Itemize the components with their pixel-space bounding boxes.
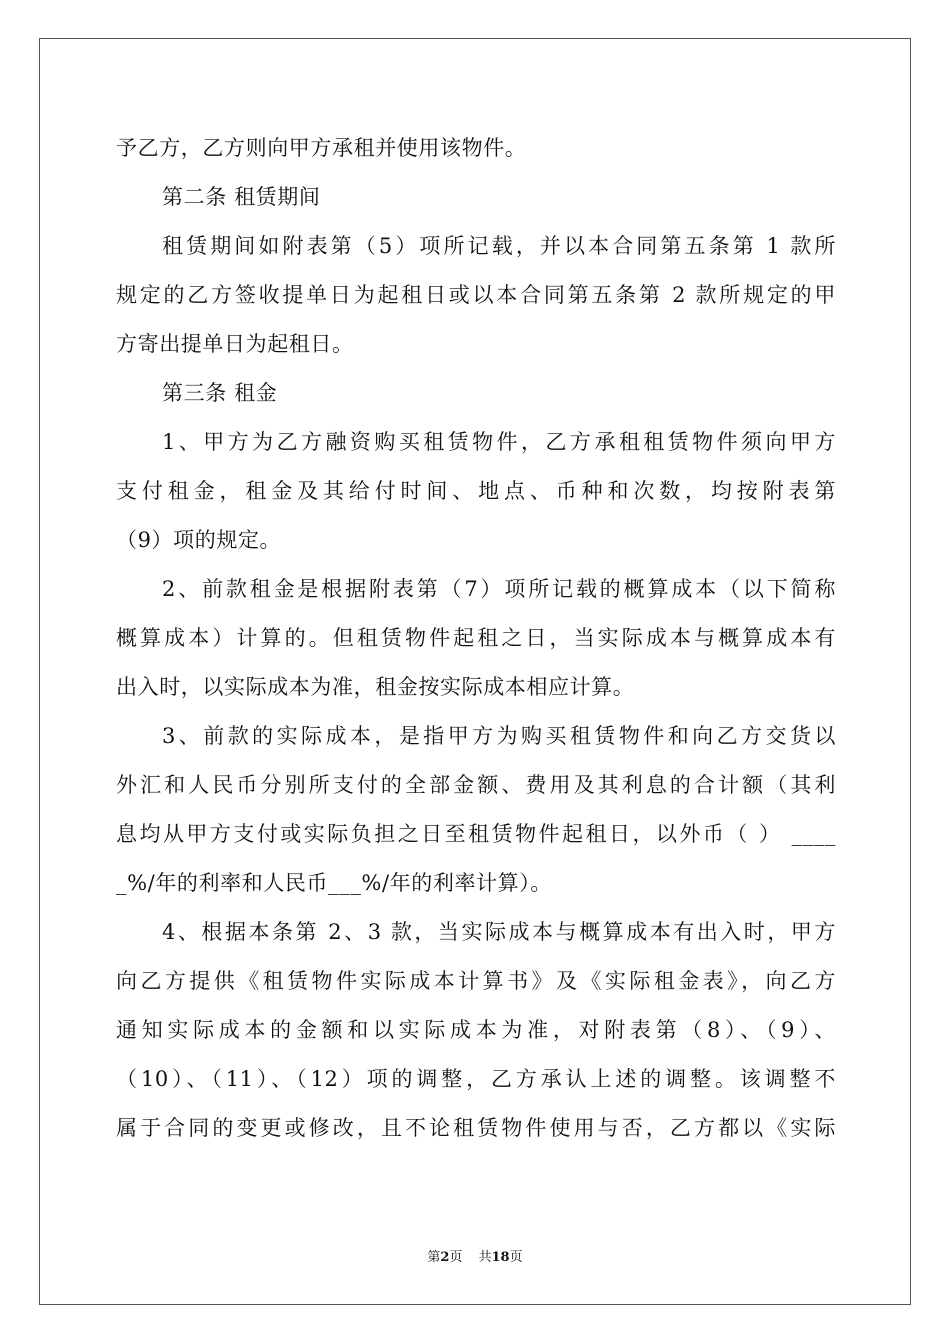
text-line-15: 息均从甲方支付或实际负担之日至租赁物件起租日，以外币（ ） ____ (116, 822, 836, 846)
text-line-5: 方寄出提单日为起租日。 (116, 332, 354, 356)
page-prefix: 第 (427, 1250, 441, 1265)
text-line-1: 予乙方，乙方则向甲方承租并使用该物件。 (116, 136, 527, 160)
text-line-14: 外汇和人民币分别所支付的全部金额、费用及其利息的合计额（其利 (116, 773, 836, 797)
total-prefix: 共 (478, 1250, 492, 1265)
text-line-20: （10）、（11）、（12）项的调整，乙方承认上述的调整。该调整不 (116, 1067, 836, 1091)
text-line-4: 规定的乙方签收提单日为起租日或以本合同第五条第 2 款所规定的甲 (116, 283, 836, 307)
document-body (116, 124, 836, 1153)
text-line-21: 属于合同的变更或修改，且不论租赁物件使用与否，乙方都以《实际 (116, 1116, 836, 1140)
text-line-12: 出入时，以实际成本为准，租金按实际成本相应计算。 (116, 675, 635, 699)
page-number: 2 (440, 1250, 450, 1265)
text-line-9: （9）项的规定。 (116, 528, 282, 552)
total-pages: 18 (491, 1250, 510, 1265)
text-line-11: 概算成本）计算的。但租赁物件起租之日，当实际成本与概算成本有 (116, 626, 836, 650)
text-line-3: 租赁期间如附表第（5）项所记载，并以本合同第五条第 1 款所 (162, 234, 836, 258)
text-line-16: _%/年的利率和人民币___%/年的利率计算）。 (116, 871, 552, 895)
text-line-17: 4、根据本条第 2、3 款，当实际成本与概算成本有出入时，甲方 (162, 920, 836, 944)
text-line-7: 1、甲方为乙方融资购买租赁物件，乙方承租租赁物件须向甲方 (162, 430, 836, 454)
text-line-13: 3、前款的实际成本，是指甲方为购买租赁物件和向乙方交货以 (162, 724, 836, 748)
text-line-8: 支付租金，租金及其给付时间、地点、币种和次数，均按附表第 (116, 479, 836, 503)
text-line-19: 通知实际成本的金额和以实际成本为准，对附表第（8）、（9）、 (116, 1018, 837, 1042)
text-line-10: 2、前款租金是根据附表第（7）项所记载的概算成本（以下简称 (162, 577, 836, 601)
text-line-6: 第三条 租金 (162, 381, 278, 405)
page-suffix: 页 (449, 1250, 463, 1265)
text-line-2: 第二条 租赁期间 (162, 185, 321, 209)
text-line-18: 向乙方提供《租赁物件实际成本计算书》及《实际租金表》，向乙方 (116, 969, 836, 993)
total-suffix: 页 (509, 1250, 523, 1265)
page-footer (0, 1246, 950, 1265)
